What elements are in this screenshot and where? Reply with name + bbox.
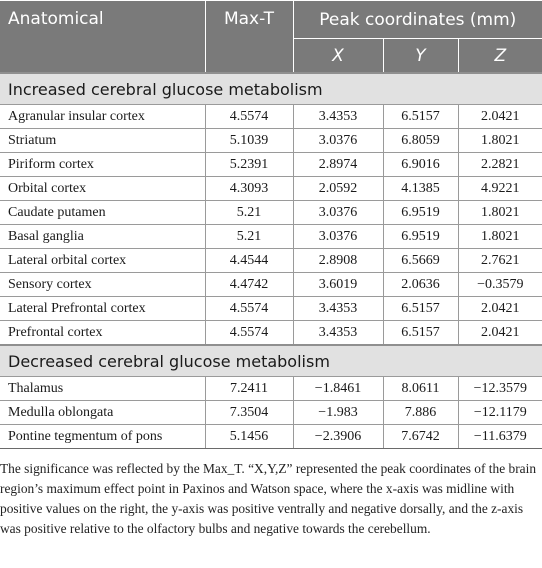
cell-z: 2.0421: [458, 321, 542, 346]
cell-max-t: 5.21: [205, 225, 293, 249]
cell-x: 3.4353: [293, 105, 383, 129]
cell-y: 8.0611: [383, 377, 458, 401]
cell-anatomical: Piriform cortex: [0, 153, 205, 177]
cell-z: 1.8021: [458, 225, 542, 249]
header-x: X: [293, 39, 383, 74]
cell-anatomical: Basal ganglia: [0, 225, 205, 249]
cell-x: 3.6019: [293, 273, 383, 297]
cell-max-t: 7.2411: [205, 377, 293, 401]
cell-anatomical: Thalamus: [0, 377, 205, 401]
cell-y: 2.0636: [383, 273, 458, 297]
cell-x: −1.983: [293, 401, 383, 425]
cell-x: 3.0376: [293, 201, 383, 225]
cell-y: 6.9519: [383, 225, 458, 249]
cell-y: 6.5157: [383, 321, 458, 346]
cell-z: −0.3579: [458, 273, 542, 297]
header-max-t: Max-T: [205, 1, 293, 74]
cell-anatomical: Pontine tegmentum of pons: [0, 425, 205, 449]
cell-z: 1.8021: [458, 201, 542, 225]
table-row: [0, 105, 542, 129]
cell-max-t: 4.4742: [205, 273, 293, 297]
cell-anatomical: Orbital cortex: [0, 177, 205, 201]
cell-x: 3.0376: [293, 129, 383, 153]
cell-anatomical: Lateral orbital cortex: [0, 249, 205, 273]
cell-y: 6.5157: [383, 105, 458, 129]
cell-max-t: 5.21: [205, 201, 293, 225]
cell-z: 1.8021: [458, 129, 542, 153]
cell-z: −12.1179: [458, 401, 542, 425]
section-header-row: [0, 73, 542, 105]
cell-y: 6.5669: [383, 249, 458, 273]
cell-max-t: 4.4544: [205, 249, 293, 273]
cell-y: 6.9016: [383, 153, 458, 177]
table-row: [0, 225, 542, 249]
cell-z: 2.0421: [458, 105, 542, 129]
table-row: [0, 153, 542, 177]
cell-max-t: 7.3504: [205, 401, 293, 425]
table-row: [0, 321, 542, 346]
table-footnote: The significance was reflected by the Max_T. “X,Y,Z” represented the peak coordinates of the brain region’s maximum effect point in Paxinos and Watson space, where the x-axis was midline with positive values on the right, the y-axis was positive ventrally and negative dorsally, and the z-axis was positive relative to the olfactory bulbs and negative towards the cerebellum.: [0, 461, 537, 536]
cell-max-t: 4.3093: [205, 177, 293, 201]
cell-x: −2.3906: [293, 425, 383, 449]
table-body: [0, 73, 542, 449]
section-title: Increased cerebral glucose metabolism: [0, 73, 542, 105]
cell-y: 4.1385: [383, 177, 458, 201]
table-row: [0, 249, 542, 273]
table-row: [0, 129, 542, 153]
table-row: [0, 377, 542, 401]
header-row: [0, 1, 542, 39]
cell-z: 2.7621: [458, 249, 542, 273]
cell-x: −1.8461: [293, 377, 383, 401]
cell-y: 7.6742: [383, 425, 458, 449]
table-row: [0, 273, 542, 297]
cell-max-t: 4.5574: [205, 321, 293, 346]
cell-anatomical: Lateral Prefrontal cortex: [0, 297, 205, 321]
cell-y: 6.8059: [383, 129, 458, 153]
cell-max-t: 5.1456: [205, 425, 293, 449]
cell-z: 2.2821: [458, 153, 542, 177]
cell-anatomical: Agranular insular cortex: [0, 105, 205, 129]
cell-y: 6.9519: [383, 201, 458, 225]
cell-x: 3.4353: [293, 321, 383, 346]
header-z: Z: [458, 39, 542, 74]
cell-max-t: 4.5574: [205, 105, 293, 129]
table-row: [0, 297, 542, 321]
cell-max-t: 5.1039: [205, 129, 293, 153]
cell-anatomical: Striatum: [0, 129, 205, 153]
section-title: Decreased cerebral glucose metabolism: [0, 345, 542, 377]
table-row: [0, 177, 542, 201]
table-row: [0, 201, 542, 225]
cell-z: −12.3579: [458, 377, 542, 401]
cell-max-t: 5.2391: [205, 153, 293, 177]
cell-z: 4.9221: [458, 177, 542, 201]
cell-x: 2.8908: [293, 249, 383, 273]
cell-z: −11.6379: [458, 425, 542, 449]
section-header-row: [0, 345, 542, 377]
cell-y: 7.886: [383, 401, 458, 425]
table-row: [0, 425, 542, 449]
cell-x: 2.0592: [293, 177, 383, 201]
header-anatomical: Anatomical: [0, 1, 205, 74]
cell-x: 2.8974: [293, 153, 383, 177]
header-y: Y: [383, 39, 458, 74]
cell-x: 3.0376: [293, 225, 383, 249]
cell-anatomical: Medulla oblongata: [0, 401, 205, 425]
cell-x: 3.4353: [293, 297, 383, 321]
header-peak-coordinates: Peak coordinates (mm): [293, 1, 542, 39]
table-row: [0, 401, 542, 425]
cell-y: 6.5157: [383, 297, 458, 321]
cell-z: 2.0421: [458, 297, 542, 321]
cell-anatomical: Sensory cortex: [0, 273, 205, 297]
cell-anatomical: Prefrontal cortex: [0, 321, 205, 346]
cell-max-t: 4.5574: [205, 297, 293, 321]
cell-anatomical: Caudate putamen: [0, 201, 205, 225]
